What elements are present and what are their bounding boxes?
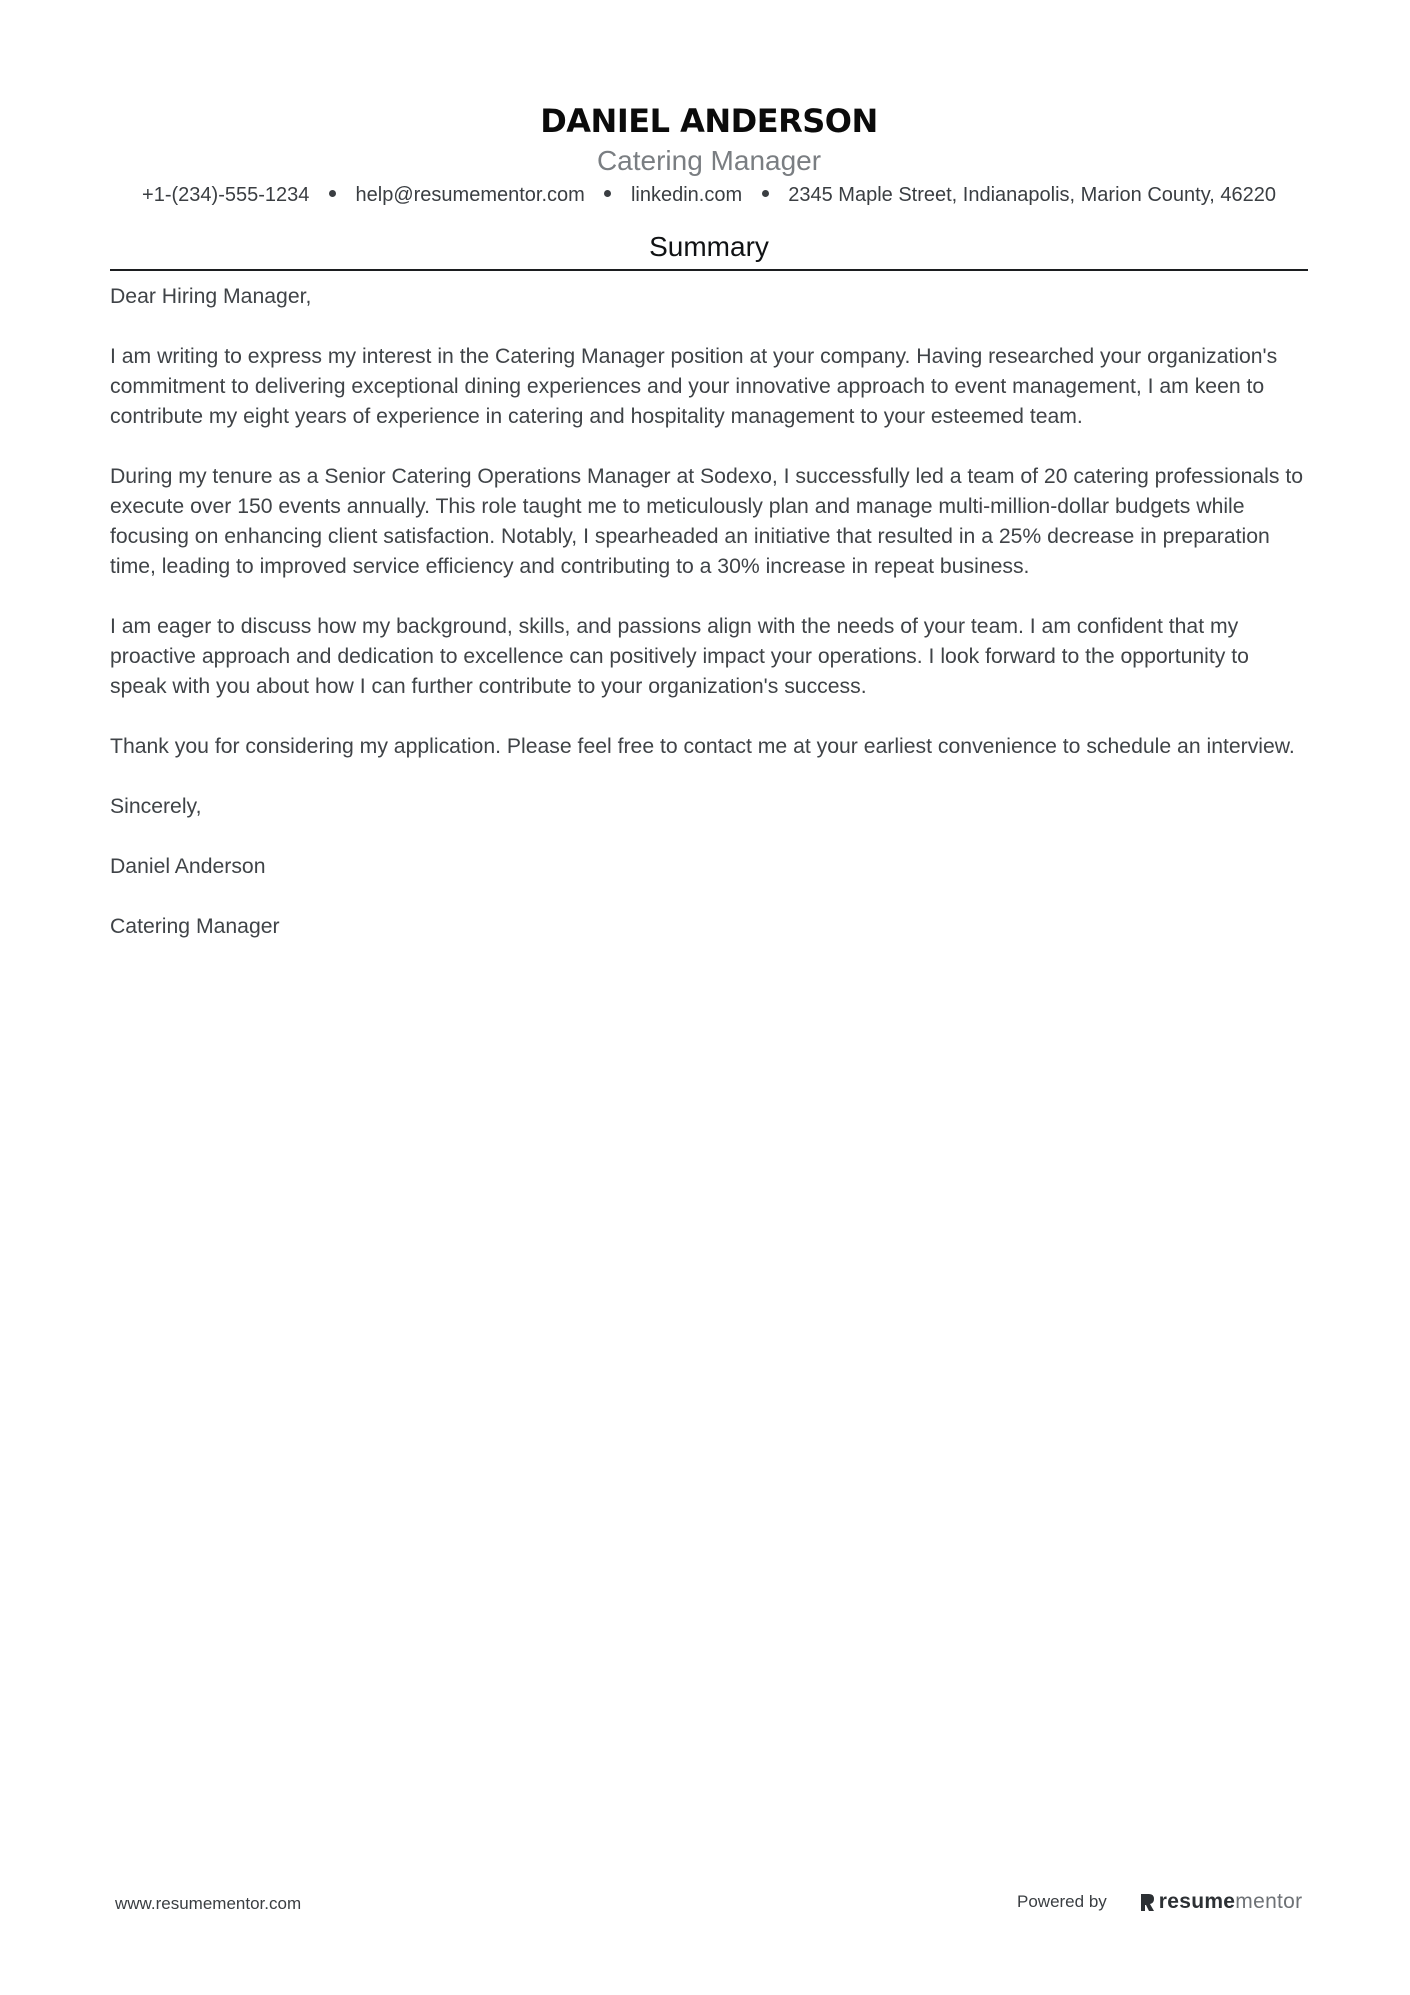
contact-linkedin: linkedin.com [630, 184, 743, 206]
resumementor-logo-icon [1139, 1892, 1155, 1912]
applicant-role: Catering Manager [596, 145, 822, 176]
signature-name: Daniel Anderson [110, 855, 266, 878]
letter-header [110, 96, 1308, 210]
body-paragraph: Thank you for considering my application. Please feel free to contact me at your earliest convenience to schedule an interview. [110, 735, 1295, 758]
footer-branding [1017, 1888, 1302, 1916]
section-title: Summary [649, 231, 769, 262]
bullet-separator [604, 190, 611, 197]
applicant-name: DANIEL ANDERSON [540, 102, 878, 140]
section-divider [110, 269, 1308, 271]
body-paragraph: During my tenure as a Senior Catering Operations Manager at Sodexo, I successfully led a team of 20 catering professionals to execute over 150 events annually. This role taught me to meticulously plan and manage multi-million-dollar budgets while focusing on enhancing client satisfaction. Notably, I spearheaded an initiative that resulted in a 25% decrease in preparation time, leading to improved service efficiency and contributing to a 30% increase in repeat business. [110, 465, 1304, 578]
body-paragraph: I am eager to discuss how my background, skills, and passions align with the needs of your team. I am confident that my proactive approach and dedication to excellence can positively impact your operations. I look forward to the opportunity to speak with you about how I can further contribute to your organization's success. [110, 615, 1249, 698]
contact-address: 2345 Maple Street, Indianapolis, Marion County, 46220 [788, 184, 1276, 206]
closing: Sincerely, [110, 795, 202, 818]
footer-website: www.resumementor.com [115, 1894, 302, 1913]
brand-logo [1139, 1890, 1303, 1914]
brand-text-strong: resume [1158, 1890, 1236, 1913]
letter-body [110, 282, 1310, 972]
contact-phone: +1-(234)-555-1234 [142, 184, 310, 206]
powered-by-label: Powered by [1017, 1892, 1107, 1911]
bullet-separator [762, 190, 769, 197]
contact-email: help@resumementor.com [355, 184, 585, 206]
brand-text-light: mentor [1235, 1890, 1303, 1913]
signature-title: Catering Manager [110, 915, 280, 938]
bullet-separator [329, 190, 336, 197]
salutation: Dear Hiring Manager, [110, 285, 312, 308]
body-paragraph: I am writing to express my interest in the Catering Manager position at your company. Having researched your organization's commitment to delivering exceptional dining experiences and your innovative approach to event management, I am keen to contribute my eight years of experience in catering and hospitality management to your esteemed team. [110, 345, 1278, 428]
contact-line [110, 180, 1308, 210]
